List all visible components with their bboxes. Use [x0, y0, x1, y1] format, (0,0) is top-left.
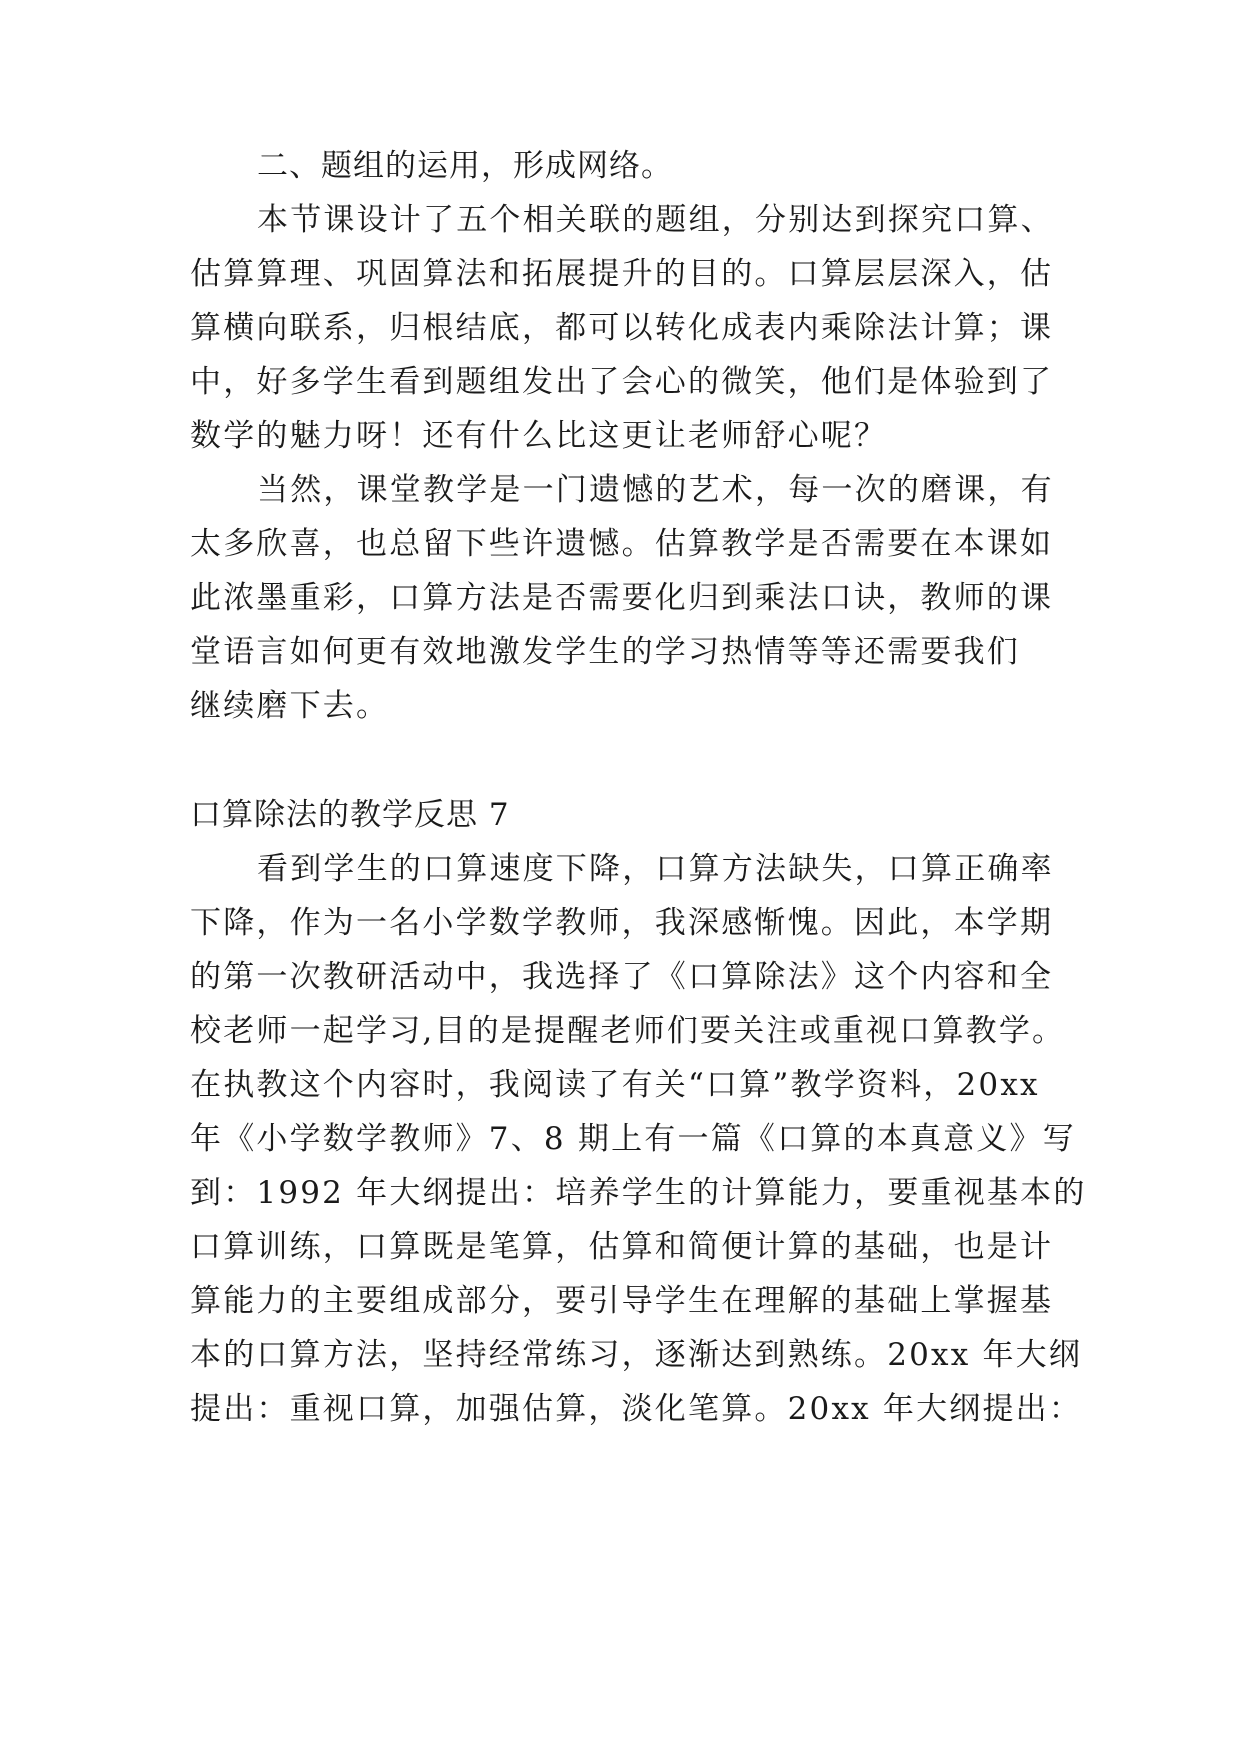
- paragraph-line: 本节课设计了五个相关联的题组，分别达到探究口算、: [257, 202, 1054, 238]
- paragraph-line: 此浓墨重彩，口算方法是否需要化归到乘法口诀，教师的课: [190, 580, 1054, 616]
- paragraph-line: 下降，作为一名小学数学教师，我深感惭愧。因此，本学期: [190, 905, 1054, 941]
- paragraph-line: 太多欣喜，也总留下些许遗憾。估算教学是否需要在本课如: [190, 526, 1054, 562]
- section-heading: 二、题组的运用，形成网络。: [257, 148, 673, 184]
- article-title: 口算除法的教学反思 7: [190, 797, 510, 833]
- paragraph-line: 本的口算方法，坚持经常练习，逐渐达到熟练。20xx 年大纲: [190, 1337, 1083, 1373]
- paragraph-line: 算横向联系，归根结底，都可以转化成表内乘除法计算；课: [190, 310, 1054, 346]
- paragraph-line: 提出：重视口算，加强估算，淡化笔算。20xx 年大纲提出：: [190, 1391, 1083, 1427]
- paragraph-line: 估算算理、巩固算法和拓展提升的目的。口算层层深入，估: [190, 256, 1054, 292]
- paragraph-line: 的第一次教研活动中，我选择了《口算除法》这个内容和全: [190, 959, 1054, 995]
- paragraph-line: 中，好多学生看到题组发出了会心的微笑，他们是体验到了: [190, 364, 1054, 400]
- paragraph-line: 继续磨下去。: [190, 688, 390, 724]
- paragraph-line: 算能力的主要组成部分，要引导学生在理解的基础上掌握基: [190, 1283, 1054, 1319]
- paragraph-line: 数学的魅力呀！还有什么比这更让老师舒心呢？: [190, 418, 888, 454]
- paragraph-line: 在执教这个内容时，我阅读了有关“口算”教学资料，20xx: [190, 1067, 1040, 1103]
- paragraph-line: 堂语言如何更有效地激发学生的学习热情等等还需要我们: [190, 634, 1020, 670]
- paragraph-line: 校老师一起学习,目的是提醒老师们要关注或重视口算教学。: [190, 1013, 1066, 1049]
- paragraph-line: 口算训练，口算既是笔算，估算和简便计算的基础，也是计: [190, 1229, 1054, 1265]
- paragraph-line: 到：1992 年大纲提出：培养学生的计算能力，要重视基本的: [190, 1175, 1087, 1211]
- paragraph-line: 年《小学数学教师》7、8 期上有一篇《口算的本真意义》写: [190, 1121, 1076, 1157]
- paragraph-line: 看到学生的口算速度下降，口算方法缺失，口算正确率: [257, 851, 1054, 887]
- paragraph-line: 当然，课堂教学是一门遗憾的艺术，每一次的磨课，有: [257, 472, 1054, 508]
